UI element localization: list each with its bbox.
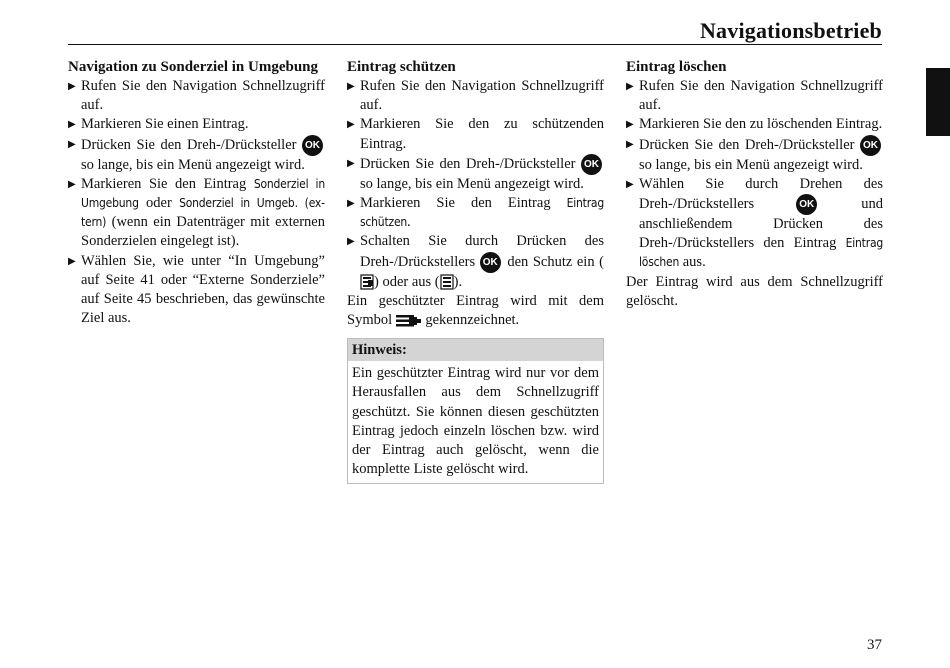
- bullet-icon: ▶: [68, 119, 76, 131]
- paragraph-text: Ein geschützter Eintrag wird mit dem Symbol: [347, 292, 604, 329]
- step-text: den Schutz ein (: [507, 253, 604, 270]
- ui-label: Sonderziel in Umgeb. (extern): [81, 196, 326, 230]
- ok-button-icon: OK: [581, 154, 602, 175]
- step-text: Markieren Sie den Eintrag: [360, 195, 551, 212]
- protected-symbol-paragraph: [347, 292, 604, 330]
- bullet-icon: ▶: [347, 81, 355, 92]
- step-list: [347, 77, 604, 292]
- step-text: Drücken Sie den Dreh-/Drücksteller: [81, 136, 297, 153]
- step-text: Drücken Sie den Dreh-/Drücksteller: [360, 155, 576, 172]
- step-text: Markieren Sie einen Eintrag.: [81, 116, 249, 133]
- chapter-thumb-tab: [926, 68, 950, 136]
- ok-button-icon: OK: [480, 252, 501, 273]
- step-item: [347, 232, 604, 291]
- ok-button-icon: OK: [302, 135, 323, 156]
- bullet-icon: ▶: [68, 81, 76, 92]
- step-item: [347, 154, 604, 194]
- step-text: ).: [453, 273, 463, 290]
- bullet-icon: ▶: [626, 81, 634, 92]
- step-text: Markieren Sie den zu löschenden Eintrag.: [639, 116, 883, 133]
- step-item: [68, 175, 325, 252]
- step-item: [68, 115, 325, 134]
- ui-label: Sonderziel in Umgebung: [81, 176, 325, 211]
- ui-label: Eintrag schützen: [360, 196, 604, 230]
- protected-on-icon: [360, 274, 374, 290]
- step-item: [68, 135, 325, 175]
- step-text: ) oder aus (: [374, 273, 440, 290]
- step-text: aus.: [682, 254, 706, 271]
- bullet-icon: ▶: [68, 138, 76, 150]
- column-sonderziel: [68, 57, 325, 328]
- column-eintrag-loeschen: [626, 57, 883, 311]
- hint-title: Hinweis:: [348, 339, 603, 361]
- paragraph-text: gekennzeichnet.: [425, 312, 520, 329]
- step-text: Rufen Sie den Navigation Schnellzugriff auf.: [360, 78, 604, 114]
- bullet-icon: ▶: [347, 198, 355, 210]
- ok-button-icon: OK: [796, 194, 817, 215]
- step-item: [626, 175, 883, 273]
- section-heading-sonderziel: Navigation zu Sonderziel in Umgebung: [68, 59, 319, 75]
- step-item: [347, 77, 604, 115]
- step-text: so lange, bis ein Menü angezeigt wird.: [360, 175, 584, 192]
- delete-result-paragraph: Der Eintrag wird aus dem Schnellzugriff gelöscht.: [626, 273, 883, 309]
- step-text: Rufen Sie den Navigation Schnellzugriff auf.: [81, 78, 325, 114]
- step-item: [68, 77, 325, 115]
- page-number: 37: [867, 637, 882, 653]
- column-eintrag-schuetzen: [347, 57, 604, 484]
- bullet-icon: ▶: [68, 255, 76, 267]
- protected-off-icon: [440, 274, 454, 290]
- step-list: [68, 77, 325, 328]
- step-text: (wenn ein Datenträger mit externen Sonderzielen eingelegt ist).: [81, 214, 325, 250]
- step-item: [68, 252, 325, 329]
- bullet-icon: ▶: [68, 178, 76, 190]
- step-text: und anschließendem Drücken des Dreh-/Drückstellers den Eintrag: [639, 195, 883, 252]
- step-text: .: [407, 214, 411, 231]
- hint-box: [347, 338, 604, 484]
- step-list: [626, 77, 883, 273]
- hint-text: Ein geschützter Eintrag wird nur vor dem Herausfallen aus dem Schnellzugriff geschützt. Sie können diesen geschützten Eintrag jedoch einzeln löschen bzw. wird der Eintrag auch gelöscht, wenn die komplette Liste gelöscht wird.: [352, 365, 599, 478]
- protected-entry-symbol-icon: [396, 314, 422, 328]
- step-text: Markieren Sie den zu schützenden Eintrag.: [360, 116, 604, 152]
- step-item: [626, 135, 883, 175]
- step-text: Schalten Sie durch Drücken des Dreh-/Drückstellers: [360, 233, 604, 270]
- step-item: [626, 115, 883, 134]
- bullet-icon: ▶: [347, 236, 355, 248]
- bullet-icon: ▶: [626, 119, 634, 131]
- bullet-icon: ▶: [347, 157, 355, 169]
- page-header-title: Navigationsbetrieb: [699, 18, 882, 43]
- section-heading-loeschen: Eintrag löschen: [626, 59, 727, 75]
- step-item: [626, 77, 883, 115]
- step-text: Rufen Sie den Navigation Schnellzugriff auf.: [639, 78, 883, 114]
- step-text: Wählen Sie, wie unter “In Umgebung” auf Seite 41 oder “Externe Sonderziele” auf Seite 45 beschrieben, das gewünschte Ziel aus.: [81, 252, 325, 327]
- step-text: so lange, bis ein Menü angezeigt wird.: [639, 156, 863, 173]
- step-text: Markieren Sie den Eintrag: [81, 175, 247, 192]
- bullet-icon: ▶: [626, 178, 634, 190]
- step-text: so lange, bis ein Menü angezeigt wird.: [81, 156, 305, 173]
- ok-button-icon: OK: [860, 135, 881, 156]
- step-item: [347, 115, 604, 153]
- step-text: Drücken Sie den Dreh-/Drücksteller: [639, 136, 855, 153]
- step-text: Wählen Sie durch Drehen des Dreh-/Drückstellers: [639, 175, 883, 212]
- step-text: oder: [146, 195, 172, 212]
- ui-label: Eintrag löschen: [639, 236, 884, 270]
- section-heading-schuetzen: Eintrag schützen: [347, 59, 456, 75]
- bullet-icon: ▶: [626, 138, 634, 150]
- bullet-icon: ▶: [347, 119, 355, 131]
- step-item: [347, 194, 604, 232]
- header-rule: [68, 44, 882, 45]
